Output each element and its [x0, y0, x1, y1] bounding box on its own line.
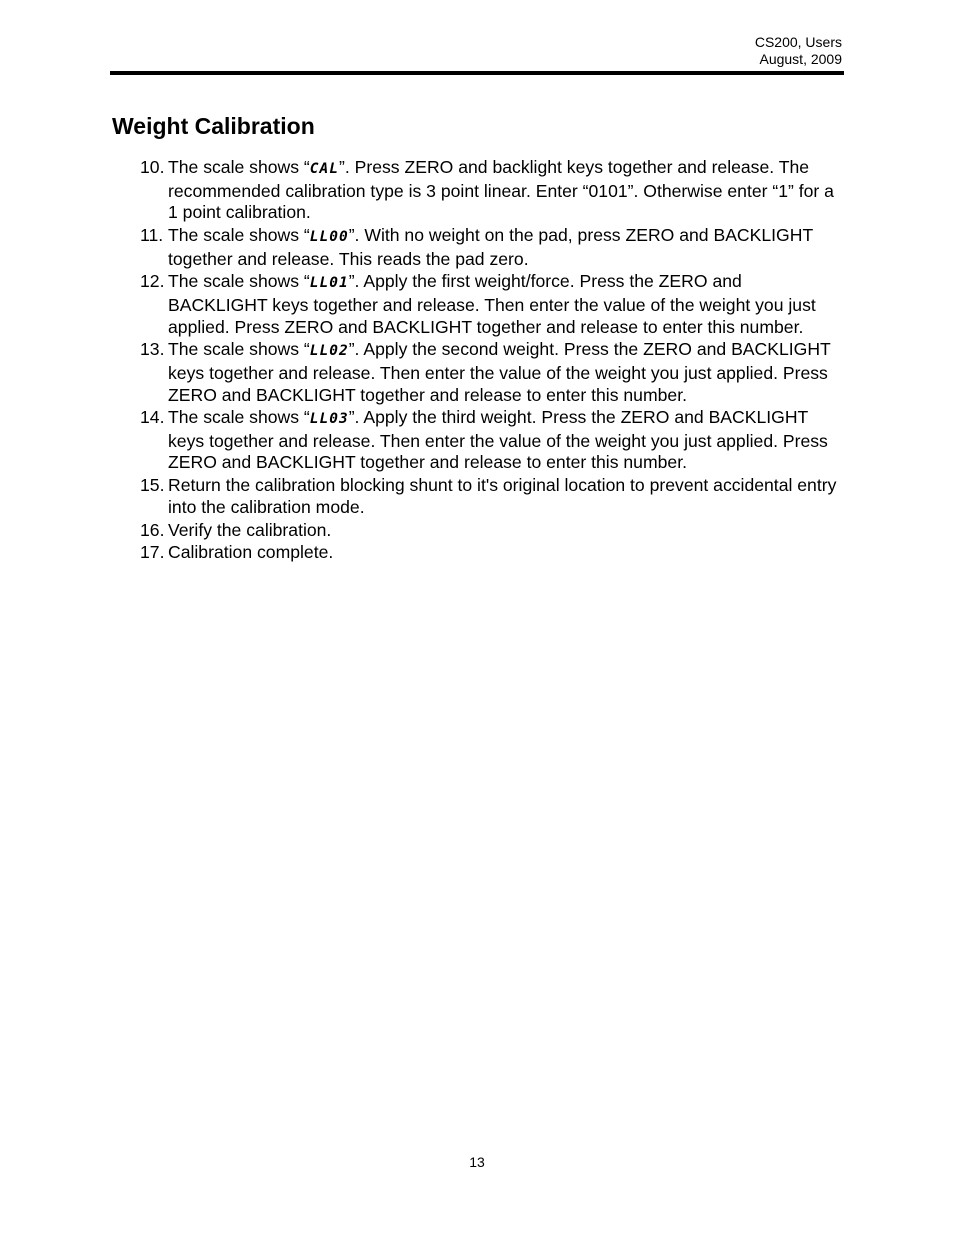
step-16 — [140, 520, 840, 542]
display-code: CAL — [309, 161, 339, 177]
step-13 — [140, 339, 840, 406]
step-number: 12. — [140, 271, 165, 292]
display-code: LL03 — [309, 411, 349, 428]
step-17 — [140, 542, 840, 564]
page-number: 13 — [469, 1154, 485, 1170]
display-code: LL00 — [309, 228, 349, 245]
header-rule — [110, 71, 844, 75]
step-number: 11. — [140, 224, 164, 245]
step-11 — [140, 225, 840, 270]
step-number: 10. — [140, 157, 165, 177]
step-15 — [140, 475, 840, 518]
step-number: 15. — [140, 475, 165, 496]
header-doc-title: CS200, Users — [754, 34, 842, 50]
step-text: Verify the calibration. — [168, 519, 332, 540]
section-title: Weight Calibration — [112, 113, 315, 139]
step-text: Return the calibration blocking shunt to it's original location to prevent accidental entry into the calibration mode. — [168, 475, 837, 517]
display-code: LL01 — [309, 275, 349, 292]
step-text: Calibration complete. — [168, 542, 334, 563]
step-12 — [140, 271, 840, 338]
step-text: The scale shows “LL03”. Apply the third weight. Press the ZERO and BACKLIGHT keys together and release. Then enter the value of the weight you just applied. Press ZERO and BACKLIGHT together and release to enter this number. — [168, 407, 828, 473]
step-10 — [140, 157, 840, 224]
step-number: 16. — [140, 519, 165, 540]
step-number: 13. — [140, 339, 165, 360]
header-date: August, 2009 — [759, 51, 842, 67]
page-header — [755, 34, 842, 68]
step-text: The scale shows “LL01”. Apply the first weight/force. Press the ZERO and BACKLIGHT keys together and release. Then enter the value of the weight you just applied. Press ZERO and BACKLIGHT together and release to enter this number. — [168, 271, 816, 337]
step-14 — [140, 407, 840, 474]
step-number: 14. — [140, 407, 165, 428]
display-code: LL02 — [309, 343, 349, 360]
step-number: 17. — [140, 542, 165, 563]
step-text: The scale shows “LL02”. Apply the second weight. Press the ZERO and BACKLIGHT keys together and release. Then enter the value of the weight you just applied. Press ZERO and BACKLIGHT together and release to enter this number. — [168, 339, 831, 405]
calibration-steps-list — [140, 157, 840, 565]
step-text: The scale shows “CAL”. Press ZERO and backlight keys together and release. The recommended calibration type is 3 point linear. Enter “0101”. Otherwise enter “1” for a 1 point calibration. — [168, 157, 834, 223]
step-text: The scale shows “LL00”. With no weight on the pad, press ZERO and BACKLIGHT together and release. This reads the pad zero. — [168, 224, 813, 269]
